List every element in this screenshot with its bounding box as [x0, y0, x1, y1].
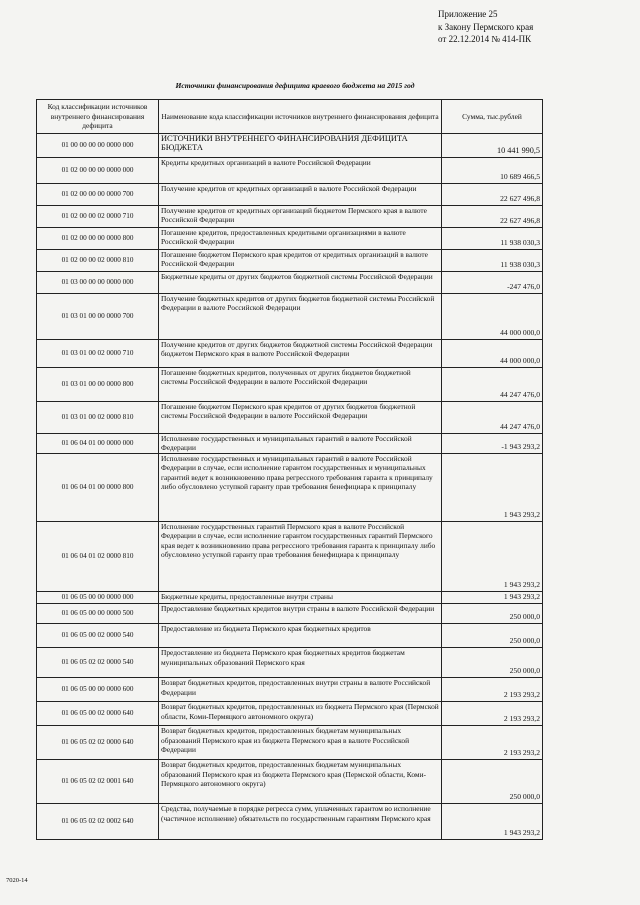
row-sum-cell: 250 000,0: [442, 604, 543, 624]
table-row: [37, 228, 543, 250]
table-row: [37, 648, 543, 678]
table-row: [37, 134, 543, 158]
budget-deficit-table: [36, 99, 543, 840]
table-row: [37, 726, 543, 760]
table-row: [37, 522, 543, 592]
row-code-cell: 01 06 05 02 02 0000 640: [37, 726, 159, 760]
table-header-row: [37, 100, 543, 134]
table-row: [37, 434, 543, 454]
row-code-cell: 01 03 01 00 00 0000 700: [37, 294, 159, 340]
row-sum-cell: 250 000,0: [442, 760, 543, 804]
row-sum-cell: 22 627 496,8: [442, 206, 543, 228]
table-row: [37, 294, 543, 340]
row-name-cell: Бюджетные кредиты от других бюджетов бюджетной системы Российской Федерации: [159, 272, 442, 294]
row-sum-cell: 1 943 293,2: [442, 804, 543, 840]
row-code-cell: 01 03 01 00 02 0000 710: [37, 340, 159, 368]
row-name-cell: Получение кредитов от других бюджетов бюджетной системы Российской Федерации бюджетом Пермского края в валюте Российской Федерации: [159, 340, 442, 368]
row-code-cell: 01 02 00 00 00 0000 700: [37, 184, 159, 206]
table-row: [37, 158, 543, 184]
row-sum-cell: 11 938 030,3: [442, 228, 543, 250]
row-code-cell: 01 00 00 00 00 0000 000: [37, 134, 159, 158]
row-code-cell: 01 06 05 00 00 0000 000: [37, 592, 159, 604]
row-code-cell: 01 02 00 00 00 0000 800: [37, 228, 159, 250]
row-code-cell: 01 02 00 00 02 0000 810: [37, 250, 159, 272]
row-code-cell: 01 02 00 00 02 0000 710: [37, 206, 159, 228]
row-code-cell: 01 06 05 02 02 0000 540: [37, 648, 159, 678]
annex-note: [438, 8, 533, 46]
row-name-cell: Получение кредитов от кредитных организаций в валюте Российской Федерации: [159, 184, 442, 206]
row-name-cell: Предоставление из бюджета Пермского края бюджетных кредитов бюджетам муниципальных образований Пермского края: [159, 648, 442, 678]
row-name-cell: Погашение кредитов, предоставленных кредитными организациями в валюте Российской Федерации: [159, 228, 442, 250]
table-row: [37, 206, 543, 228]
row-code-cell: 01 03 01 00 02 0000 810: [37, 402, 159, 434]
row-name-cell: Возврат бюджетных кредитов, предоставленных внутри страны в валюте Российской Федерации: [159, 678, 442, 702]
row-code-cell: 01 03 01 00 00 0000 800: [37, 368, 159, 402]
page-footer-code: 7020-14: [6, 877, 28, 884]
row-code-cell: 01 06 05 00 00 0000 600: [37, 678, 159, 702]
header-code: Код классификации источников внутреннего финансирования дефицита: [37, 100, 159, 134]
row-sum-cell: 250 000,0: [442, 648, 543, 678]
row-name-cell: Получение кредитов от кредитных организаций бюджетом Пермского края в валюте Российской Федерации: [159, 206, 442, 228]
row-name-cell: Исполнение государственных и муниципальных гарантий в валюте Российской Федерации в случае, если исполнение гарантом государственных и муниципальных гарантий ведет к возникновению права регрессного требования гаранта к принципалу либо обусловлено уступкой гаранту прав требования бенефициара к принципалу: [159, 454, 442, 522]
row-code-cell: 01 02 00 00 00 0000 000: [37, 158, 159, 184]
table-row: [37, 340, 543, 368]
annex-line-3: от 22.12.2014 № 414-ПК: [438, 34, 532, 44]
row-name-cell: Погашение бюджетом Пермского края кредитов от кредитных организаций в валюте Российской Федерации: [159, 250, 442, 272]
row-sum-cell: 10 689 466,5: [442, 158, 543, 184]
table-row: [37, 402, 543, 434]
row-code-cell: 01 06 05 02 02 0002 640: [37, 804, 159, 840]
row-name-cell: Возврат бюджетных кредитов, предоставленных бюджетам муниципальных образований Пермского края из бюджета Пермского края (Пермской области, Коми-Пермяцкого автономного округа): [159, 760, 442, 804]
row-name-cell: Погашение бюджетом Пермского края кредитов от других бюджетов бюджетной системы Российской Федерации в валюте Российской Федерации: [159, 402, 442, 434]
header-name: Наименование кода классификации источников внутреннего финансирования дефицита: [159, 100, 442, 134]
row-code-cell: 01 06 05 00 02 0000 640: [37, 702, 159, 726]
row-code-cell: 01 06 04 01 00 0000 000: [37, 434, 159, 454]
row-name-cell: ИСТОЧНИКИ ВНУТРЕННЕГО ФИНАНСИРОВАНИЯ ДЕФИЦИТА БЮДЖЕТА: [159, 134, 442, 158]
table-row: [37, 184, 543, 206]
row-code-cell: 01 03 00 00 00 0000 000: [37, 272, 159, 294]
row-name-cell: Кредиты кредитных организаций в валюте Российской Федерации: [159, 158, 442, 184]
table-row: [37, 702, 543, 726]
row-sum-cell: 44 000 000,0: [442, 294, 543, 340]
row-code-cell: 01 06 05 02 02 0001 640: [37, 760, 159, 804]
row-name-cell: Предоставление бюджетных кредитов внутри страны в валюте Российской Федерации: [159, 604, 442, 624]
row-sum-cell: 44 247 476,0: [442, 402, 543, 434]
table-row: [37, 678, 543, 702]
header-sum: Сумма, тыс.рублей: [442, 100, 543, 134]
row-sum-cell: -247 476,0: [442, 272, 543, 294]
table-row: [37, 760, 543, 804]
table-row: [37, 272, 543, 294]
table-row: [37, 454, 543, 522]
row-name-cell: Исполнение государственных гарантий Пермского края в валюте Российской Федерации в случае, если исполнение гарантом государственных гарантий Пермского края ведет к возникновению права регрессного требования гаранта к принципалу либо обусловлено уступкой гаранту прав требования бенефициара к принципалу: [159, 522, 442, 592]
row-code-cell: 01 06 04 01 00 0000 800: [37, 454, 159, 522]
row-sum-cell: 11 938 030,3: [442, 250, 543, 272]
row-name-cell: Бюджетные кредиты, предоставленные внутри страны: [159, 592, 442, 604]
row-name-cell: Возврат бюджетных кредитов, предоставленных из бюджета Пермского края (Пермской области, Коми-Пермяцкого автономного округа): [159, 702, 442, 726]
row-sum-cell: 1 943 293,2: [442, 522, 543, 592]
table-row: [37, 804, 543, 840]
row-sum-cell: 22 627 496,8: [442, 184, 543, 206]
row-sum-cell: 44 247 476,0: [442, 368, 543, 402]
table-row: [37, 624, 543, 648]
row-name-cell: Средства, получаемые в порядке регресса сумм, уплаченных гарантом во исполнение (частичное исполнение) обязательств по государственным гарантиям Пермского края: [159, 804, 442, 840]
annex-line-2: к Закону Пермского края: [438, 21, 534, 32]
row-code-cell: 01 06 05 00 02 0000 540: [37, 624, 159, 648]
row-name-cell: Предоставление из бюджета Пермского края бюджетных кредитов: [159, 624, 442, 648]
row-name-cell: Возврат бюджетных кредитов, предоставленных бюджетам муниципальных образований Пермского края из бюджета Пермского края в валюте Российской Федерации: [159, 726, 442, 760]
table-row: [37, 250, 543, 272]
row-name-cell: Получение бюджетных кредитов от других бюджетов бюджетной системы Российской Федерации в валюте Российской Федерации: [159, 294, 442, 340]
table-row: [37, 368, 543, 402]
row-sum-cell: 250 000,0: [442, 624, 543, 648]
row-sum-cell: -1 943 293,2: [442, 434, 543, 454]
row-code-cell: 01 06 04 01 02 0000 810: [37, 522, 159, 592]
row-sum-cell: 1 943 293,2: [442, 454, 543, 522]
row-code-cell: 01 06 05 00 00 0000 500: [37, 604, 159, 624]
row-sum-cell: 2 193 293,2: [442, 678, 543, 702]
row-sum-cell: 2 193 293,2: [442, 726, 543, 760]
row-sum-cell: 44 000 000,0: [442, 340, 543, 368]
row-sum-cell: 1 943 293,2: [442, 592, 543, 604]
row-sum-cell: 10 441 990,5: [442, 134, 543, 158]
annex-line-1: Приложение 25: [438, 9, 498, 19]
document-title: Источники финансирования дефицита краевого бюджета на 2015 год: [175, 81, 415, 90]
row-sum-cell: 2 193 293,2: [442, 702, 543, 726]
row-name-cell: Погашение бюджетных кредитов, полученных от других бюджетов бюджетной системы Российской Федерации в валюте Российской Федерации: [159, 368, 442, 402]
table-body: [37, 134, 543, 840]
table-row: [37, 604, 543, 624]
row-name-cell: Исполнение государственных и муниципальных гарантий в валюте Российской Федерации: [159, 434, 442, 454]
table-row: [37, 592, 543, 604]
